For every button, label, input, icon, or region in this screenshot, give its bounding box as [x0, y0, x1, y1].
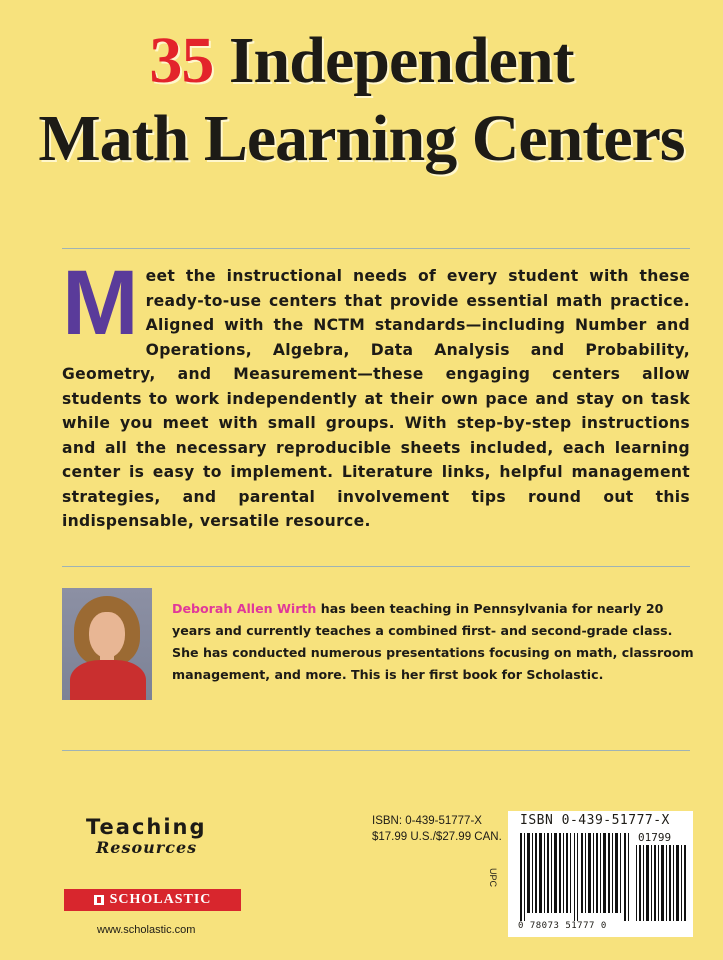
author-photo — [62, 588, 152, 700]
isbn-price-info — [372, 813, 502, 845]
drop-cap: M — [62, 252, 136, 354]
teaching-logo: Teaching — [86, 815, 207, 839]
scholastic-mark-icon — [94, 895, 104, 905]
barcode-digits: 0 78073 51777 0 — [518, 921, 607, 931]
author-bio — [172, 598, 702, 686]
isbn-line: ISBN: 0-439-51777-X — [372, 815, 482, 827]
barcode-main-bars — [520, 833, 632, 921]
divider-top — [62, 248, 690, 249]
title-line-2-text: Math Learning Centers — [38, 102, 685, 175]
description-blurb — [62, 252, 690, 534]
barcode-addon-number: 01799 — [638, 831, 672, 844]
title-number: 35 — [149, 24, 214, 97]
website-url: www.scholastic.com — [97, 924, 196, 936]
barcode-addon-bars — [636, 845, 688, 921]
scholastic-logo — [64, 889, 241, 911]
divider-middle — [62, 566, 690, 567]
blurb-text: eet the instructional needs of every student with these ready-to-use centers that provide essential math practice. Aligned with the NCTM standards—including Number and Operations, Algebra, Data Analysis and Probability, Geometry, and Measurement—these engaging centers allow students to work independently at their own pace and stay on task while you meet with small groups. With step-by-step instructions and all the necessary reproducible sheets included, each learning center is easy to implement. Literature links, helpful management strategies, and parental involvement tips round out this indispensable, versatile resource. — [62, 267, 690, 530]
divider-bottom — [62, 750, 690, 751]
barcode-isbn: ISBN 0-439-51777-X — [520, 813, 670, 828]
title-line-2 — [0, 102, 723, 175]
author-name: Deborah Allen Wirth — [172, 601, 317, 616]
scholastic-text: SCHOLASTIC — [109, 892, 212, 907]
resources-logo: Resources — [96, 838, 198, 857]
bio-text: has been teaching in Pennsylvania for nearly 20 years and currently teaches a combined first- and second-grade class. She has conducted numerous presentations focusing on math, classroom management, and more. This is her first book for Scholastic. — [172, 601, 694, 682]
title-line-1-text: Independent — [213, 24, 574, 97]
price-line: $17.99 U.S./$27.99 CAN. — [372, 831, 502, 843]
title-line-1 — [0, 24, 723, 97]
upc-label: UPC — [488, 868, 498, 888]
book-title — [0, 24, 723, 175]
barcode — [508, 811, 693, 937]
